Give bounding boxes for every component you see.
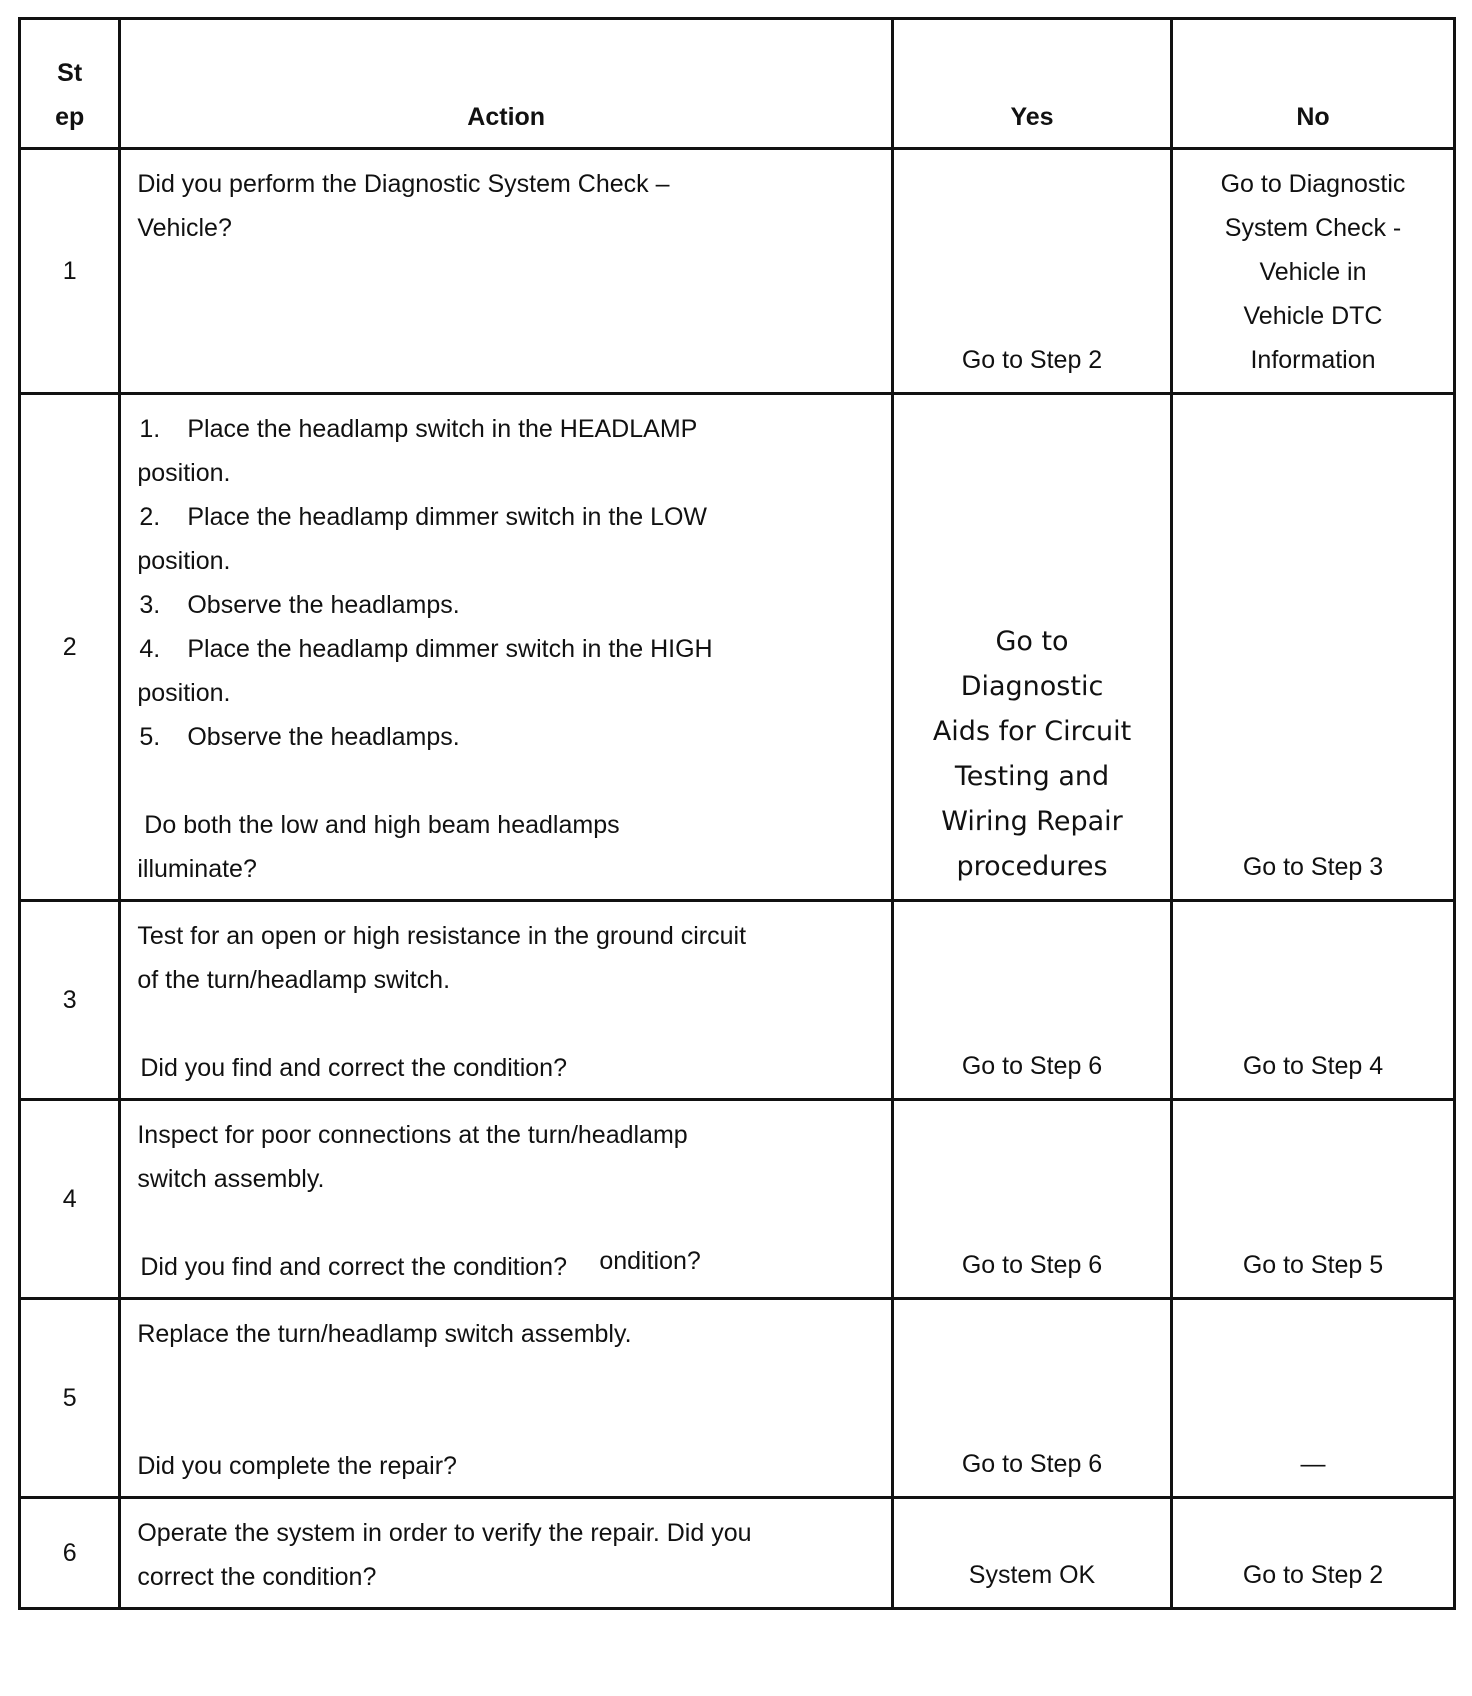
- yes-cell: Go to Step 2: [893, 149, 1172, 394]
- question-line: Did you find and correct the condition?: [140, 1253, 567, 1281]
- action-cell: [120, 149, 893, 394]
- step-number: 3: [20, 901, 120, 1100]
- list-item: 2. Place the headlamp dimmer switch in the LOW: [139, 503, 708, 531]
- no-cell: —: [1172, 1299, 1455, 1498]
- list-item: 3. Observe the headlamps.: [139, 591, 460, 619]
- header-action: Action: [120, 19, 893, 149]
- step-number: 5: [20, 1299, 120, 1498]
- list-item: 5. Observe the headlamps.: [139, 723, 460, 751]
- table-row: [20, 1100, 1455, 1299]
- overlapping-text: ondition?: [599, 1247, 701, 1275]
- step-number: 1: [20, 149, 120, 394]
- header-yes: Yes: [893, 19, 1172, 149]
- action-line: Vehicle?: [137, 214, 232, 242]
- no-cell: Go to Step 5: [1172, 1100, 1455, 1299]
- action-cell: Replace the turn/headlamp switch assembly. Did you complete the repair?: [120, 1299, 893, 1498]
- action-line: Did you perform the Diagnostic System Check –: [137, 170, 670, 198]
- yes-cell: Go to Step 6: [893, 1100, 1172, 1299]
- diagnostic-table: [18, 17, 1456, 1610]
- table-row: [20, 394, 1455, 901]
- list-item: 1. Place the headlamp switch in the HEADLAMP: [139, 415, 698, 443]
- action-cell: Operate the system in order to verify the repair. Did you correct the condition?: [120, 1498, 893, 1609]
- table-row: [20, 149, 1455, 394]
- header-step: St ep: [20, 19, 120, 149]
- list-item: 4. Place the headlamp dimmer switch in the HIGH: [139, 635, 713, 663]
- action-cell: Test for an open or high resistance in the ground circuit of the turn/headlamp switch. Did you find and correct the condition?: [120, 901, 893, 1100]
- header-no: No: [1172, 19, 1455, 149]
- table-row: [20, 1299, 1455, 1498]
- question-line: illuminate?: [137, 855, 257, 883]
- question-line: Do both the low and high beam headlamps: [137, 811, 620, 839]
- yes-cell: Go to Step 6: [893, 1299, 1172, 1498]
- no-cell: Go to Diagnostic System Check - Vehicle in Vehicle DTC Information: [1172, 149, 1455, 394]
- yes-cell: System OK: [893, 1498, 1172, 1609]
- action-cell: Inspect for poor connections at the turn/headlamp switch assembly. Did you find and correct the condition? ondition?: [120, 1100, 893, 1299]
- header-row: [20, 19, 1455, 149]
- action-cell: 1. Place the headlamp switch in the HEADLAMP position. 2. Place the headlamp dimmer switch in the LOW position. 3. Observe the headlamps. 4. Place the headlamp dimmer switch in the HIGH position. 5. Observe the headlamps. Do both the low and high beam headlamps illuminate?: [120, 394, 893, 901]
- no-cell: Go to Step 4: [1172, 901, 1455, 1100]
- no-cell: Go to Step 3: [1172, 394, 1455, 901]
- yes-cell: Go to Diagnostic Aids for Circuit Testing and Wiring Repair procedures: [893, 394, 1172, 901]
- question-line: Did you complete the repair?: [137, 1452, 457, 1480]
- table-row: [20, 901, 1455, 1100]
- question-line: Did you find and correct the condition?: [140, 1054, 567, 1082]
- step-number: 4: [20, 1100, 120, 1299]
- table-row: [20, 1498, 1455, 1609]
- no-cell: Go to Step 2: [1172, 1498, 1455, 1609]
- yes-cell: Go to Step 6: [893, 901, 1172, 1100]
- step-number: 6: [20, 1498, 120, 1609]
- step-number: 2: [20, 394, 120, 901]
